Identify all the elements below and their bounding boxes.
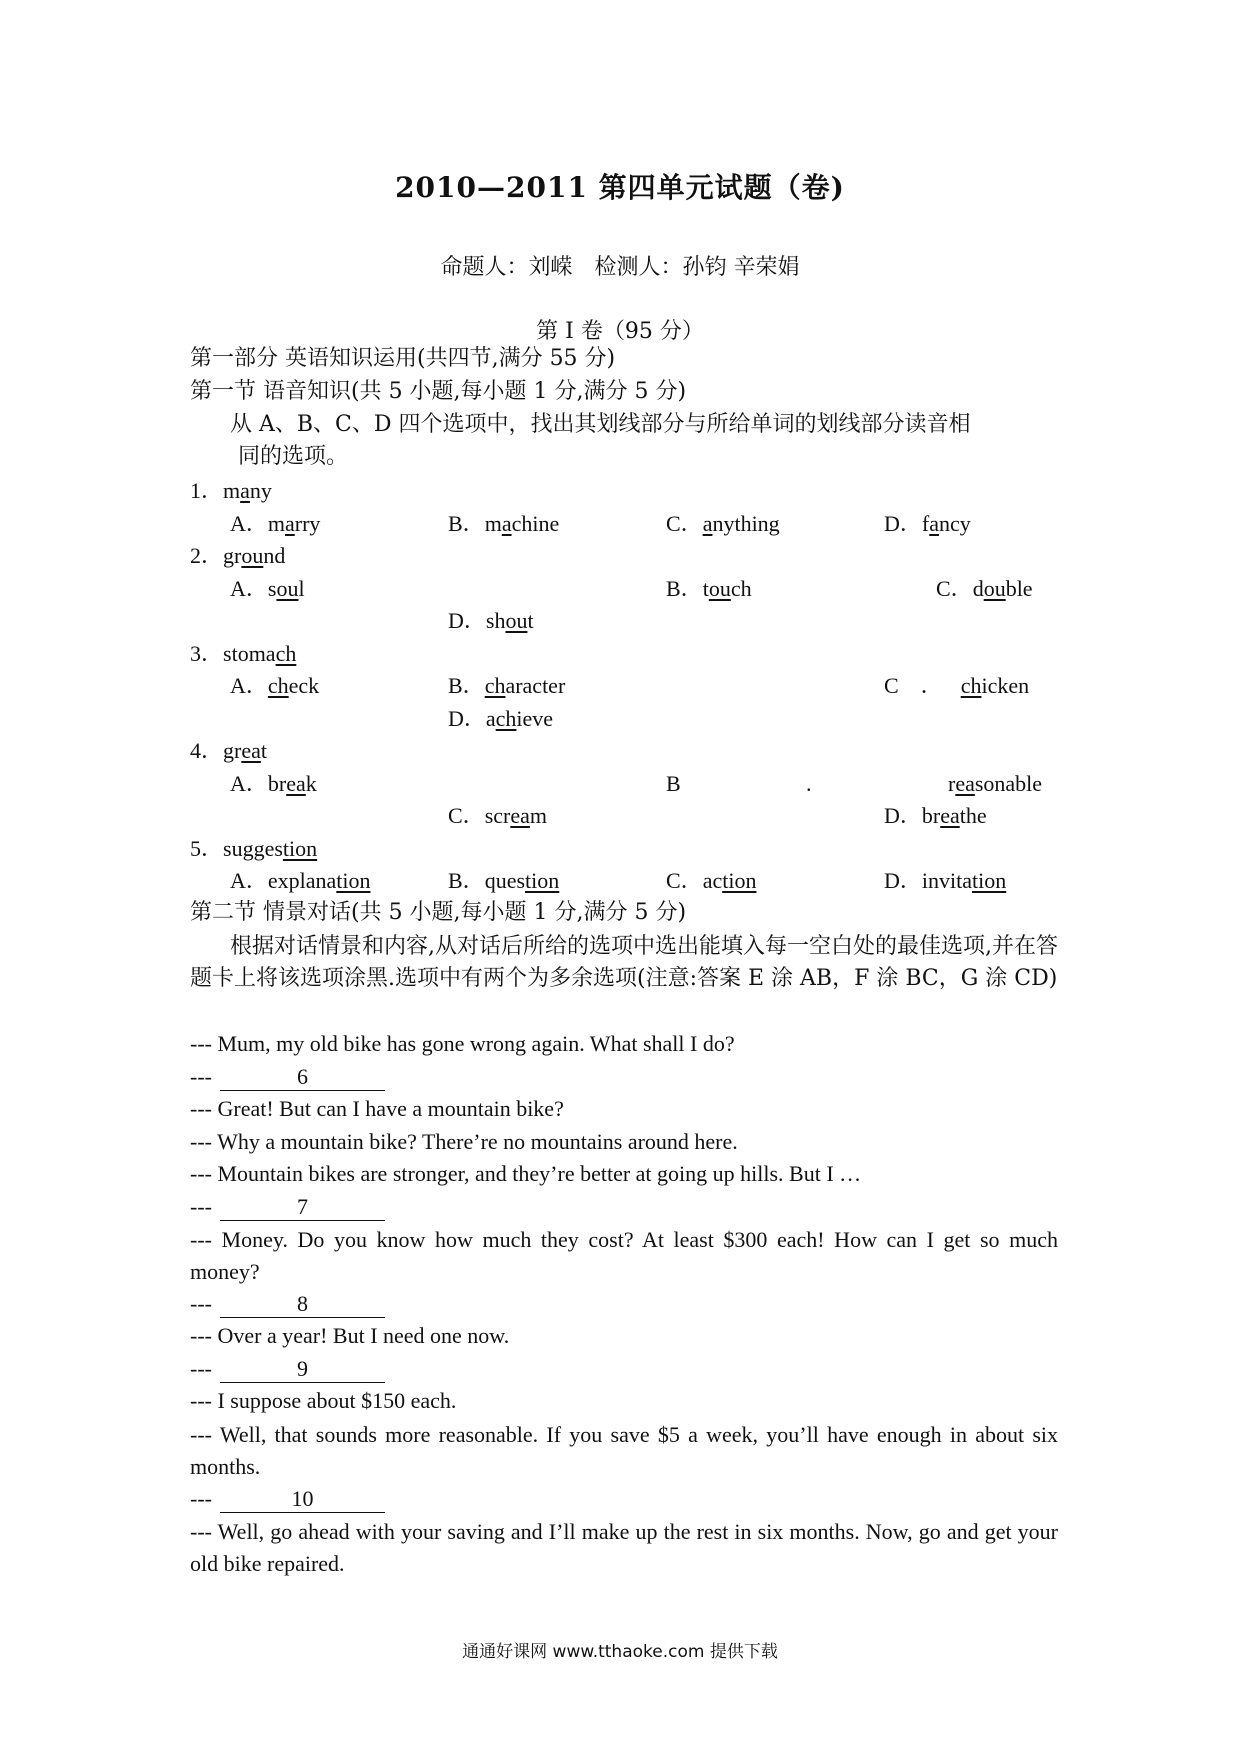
question-1-option-d: D．fancy (884, 511, 971, 536)
question-2-option-d: D．shout (448, 608, 534, 633)
question-1-option-b: B．machine (448, 511, 560, 536)
question-4-option-d: D．breathe (884, 803, 987, 828)
question-4-option-b-label: B (666, 771, 681, 796)
dialogue-blank-7: --- 7 (190, 1192, 385, 1222)
dialogue-line-7: --- I suppose about $150 each. (190, 1388, 457, 1413)
section1-instruction-line2: 同的选项。 (238, 444, 349, 469)
question-3-option-c: C ． chicken (884, 673, 1030, 698)
question-3-option-a: A．check (230, 673, 320, 698)
dialogue-blank-6: --- 6 (190, 1062, 385, 1092)
question-4-option-b-dot: . (806, 771, 812, 796)
dialogue-line-8: --- Well, that sounds more reasonable. If you save $5 a week, you’ll have enough in about six months. (190, 1422, 1058, 1479)
answer-blank-6[interactable]: 6 (220, 1064, 385, 1091)
question-4-stem: 4．great (190, 738, 267, 763)
question-2-option-c: C．double (936, 576, 1033, 601)
answer-blank-8[interactable]: 8 (220, 1291, 385, 1318)
question-3-stem: 3．stomach (190, 641, 297, 666)
question-2-stem: 2．ground (190, 543, 286, 568)
answer-blank-7[interactable]: 7 (220, 1194, 385, 1221)
volume-title: 第 I 卷（95 分） (536, 319, 704, 344)
section2-heading: 第二节 情景对话(共 5 小题,每小题 1 分,满分 5 分) (190, 900, 687, 925)
dialogue-line-3: --- Why a mountain bike? There’re no mountains around here. (190, 1129, 738, 1154)
dialogue-line-4: --- Mountain bikes are stronger, and they’re better at going up hills. But I … (190, 1161, 862, 1186)
section1-heading: 第一节 语音知识(共 5 小题,每小题 1 分,满分 5 分) (190, 379, 687, 404)
page-footer: 通通好课网 www.tthaoke.com 提供下载 (462, 1642, 778, 1662)
section2-instruction: 根据对话情景和内容,从对话后所给的选项中选出能填入每一空白处的最佳选项,并在答题卡上将该选项涂黑.选项中有两个为多余选项(注意:答案 E 涂 AB，F 涂 BC，G 涂 CD) (190, 934, 1058, 991)
section1-instruction-line1: 从 A、B、C、D 四个选项中，找出其划线部分与所给单词的划线部分读音相 (230, 412, 971, 437)
question-4-option-b-word: reasonable (948, 771, 1043, 796)
question-1-option-c: C．anything (666, 511, 780, 536)
answer-blank-10[interactable]: 10 (220, 1486, 385, 1513)
dialogue-blank-10: --- 10 (190, 1484, 385, 1514)
answer-blank-9[interactable]: 9 (220, 1356, 385, 1383)
question-5-option-c: C．action (666, 868, 757, 893)
dialogue-blank-8: --- 8 (190, 1289, 385, 1319)
question-2-option-b: B．touch (666, 576, 752, 601)
part1-heading: 第一部分 英语知识运用(共四节,满分 55 分) (190, 346, 616, 371)
question-1-option-a: A．marry (230, 511, 321, 536)
dialogue-line-1: --- Mum, my old bike has gone wrong again. What shall I do? (190, 1031, 735, 1056)
question-4-option-c: C．scream (448, 803, 547, 828)
question-3-option-d: D．achieve (448, 706, 554, 731)
question-5-option-a: A．explanation (230, 868, 371, 893)
question-5-stem: 5．suggestion (190, 836, 318, 861)
question-5-option-b: B．question (448, 868, 560, 893)
dialogue-line-6: --- Over a year! But I need one now. (190, 1323, 510, 1348)
question-2-option-a: A．soul (230, 576, 305, 601)
dialogue-blank-9: --- 9 (190, 1354, 385, 1384)
exam-title: 2010—2011 第四单元试题（卷) (395, 171, 845, 204)
dialogue-line-9: --- Well, go ahead with your saving and I’ll make up the rest in six months. Now, go and get your old bike repaired. (190, 1519, 1058, 1576)
authors-line: 命题人：刘嵘 检测人：孙钧 辛荣娟 (440, 255, 800, 280)
dialogue-line-5: --- Money. Do you know how much they cost? At least $300 each! How can I get so much money? (190, 1227, 1058, 1284)
dialogue-line-2: --- Great! But can I have a mountain bike? (190, 1096, 564, 1121)
question-3-option-b: B．character (448, 673, 566, 698)
question-1-stem: 1．many (190, 478, 272, 503)
question-5-option-d: D．invitation (884, 868, 1007, 893)
question-4-option-a: A．break (230, 771, 317, 796)
